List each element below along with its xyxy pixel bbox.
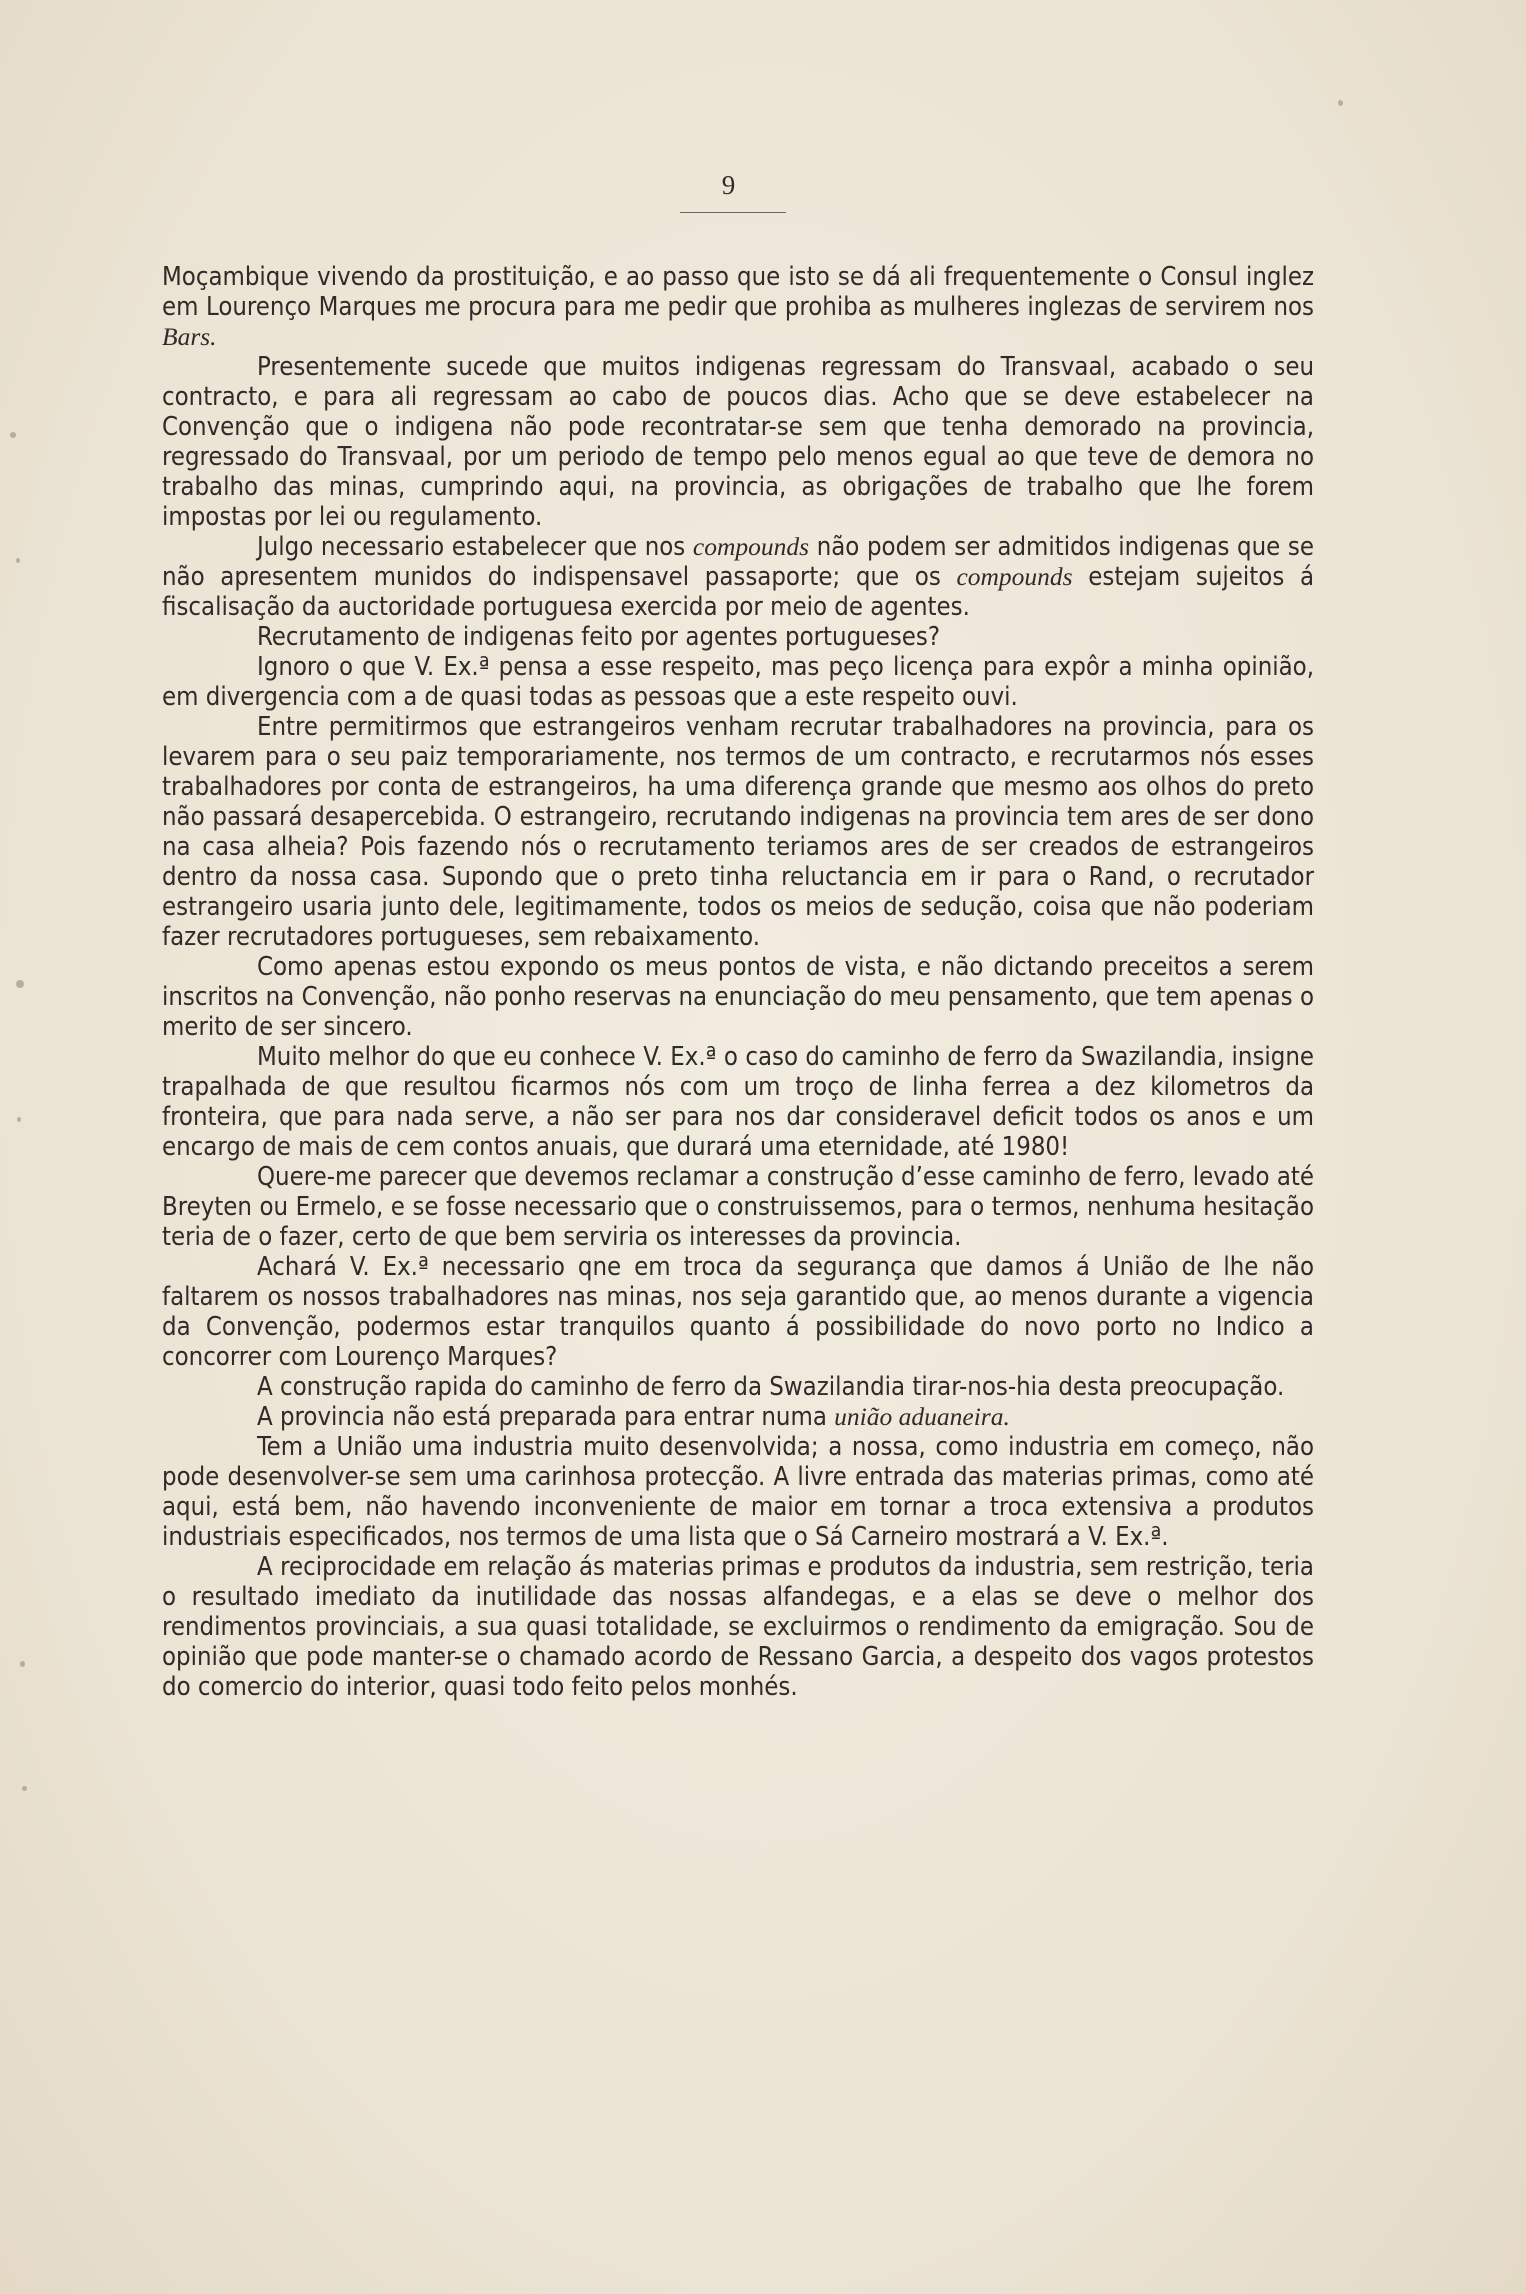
paragraph bbox=[162, 652, 1314, 712]
paragraph-text: Presentemente sucede que muitos indigenas regressam do Transvaal, acabado o seu contracto, e para ali regressam ao cabo de poucos dias. Acho que se deve estabelecer na Convenção que o indigena não pode recontratar-se sem que tenha demorado na provincia, regressado do Transvaal, por um periodo de tempo pelo menos egual ao que teve de demora no trabalho das minas, cumprindo aqui, na provincia, as obrigações de trabalho que lhe forem impostas por lei ou regulamento. bbox=[162, 352, 1314, 532]
page-number: 9 bbox=[721, 170, 737, 200]
paragraph-text: Moçambique vivendo da prostituição, e ao passo que isto se dá ali frequentemente o Consul inglez em Lourenço Marques me procura para me pedir que prohiba as mulheres inglezas de servirem nos bbox=[162, 262, 1314, 322]
paragraph bbox=[162, 352, 1314, 532]
paragraph-text: não podem ser admitidos indigenas que se não apresentem munidos do indispensavel passaporte; que os bbox=[162, 532, 1314, 592]
paragraph bbox=[162, 532, 1314, 622]
paragraph-text: Tem a União uma industria muito desenvolvida; a nossa, como industria em começo, não pode desenvolver-se sem uma carinhosa protecção. A livre entrada das materias primas, como até aqui, está bem, não havendo inconveniente de maior em tornar a troca extensiva a produtos industriais especificados, nos termos de uma lista que o Sá Carneiro mostrará a V. Ex.ª. bbox=[162, 1432, 1314, 1552]
paragraph bbox=[162, 952, 1314, 1042]
italic-term: compounds bbox=[956, 562, 1073, 591]
paragraph-text: Recrutamento de indigenas feito por agentes portugueses? bbox=[257, 622, 941, 652]
paragraph bbox=[162, 1252, 1314, 1372]
paragraph-text: Entre permitirmos que estrangeiros venham recrutar trabalhadores na provincia, para os levarem para o seu paiz temporariamente, nos termos de um contracto, e recrutarmos nós esses trabalhadores por conta de estrangeiros, ha uma diferença grande que mesmo aos olhos do preto não passará desapercebida. O estrangeiro, recrutando indigenas na provincia tem ares de ser dono na casa alheia? Pois fazendo nós o recrutamento teriamos ares de ser creados de estrangeiros dentro da nossa casa. Supondo que o preto tinha reluctancia em ir para o Rand, o recrutador estrangeiro usaria junto dele, legitimamente, todos os meios de sedução, coisa que não poderiam fazer recrutadores portugueses, sem rebaixamento. bbox=[162, 712, 1314, 952]
italic-term: união aduaneira. bbox=[834, 1402, 1010, 1431]
italic-term: compounds bbox=[692, 532, 810, 561]
italic-term: Bars. bbox=[162, 322, 217, 351]
page-number-rule bbox=[680, 212, 786, 213]
paragraph-text: A provincia não está preparada para entrar numa bbox=[257, 1402, 835, 1432]
paragraph-text: A construção rapida do caminho de ferro da Swazilandia tirar-nos-hia desta preocupação. bbox=[257, 1372, 1285, 1402]
paragraph bbox=[162, 1042, 1314, 1162]
paper-speck bbox=[16, 980, 24, 988]
paragraph bbox=[162, 1432, 1314, 1552]
paragraph bbox=[162, 622, 1314, 652]
paragraph-text: estejam sujeitos á fiscalisação da auctoridade portuguesa exercida por meio de agentes. bbox=[162, 562, 1314, 622]
paragraph bbox=[162, 1372, 1314, 1402]
body-text bbox=[162, 262, 1314, 1702]
paragraph-text: Achará V. Ex.ª necessario qne em troca da segurança que damos á União de lhe não faltarem os nossos trabalhadores nas minas, nos seja garantido que, ao menos durante a vigencia da Convenção, podermos estar tranquilos quanto á possibilidade do novo porto no Indico a concorrer com Lourenço Marques? bbox=[162, 1252, 1314, 1372]
paragraph-text: A reciprocidade em relação ás materias primas e produtos da industria, sem restrição, teria o resultado imediato da inutilidade das nossas alfandegas, e a elas se deve o melhor dos rendimentos provinciais, a sua quasi totalidade, se excluirmos o rendimento da emigração. Sou de opinião que pode manter-se o chamado acordo de Ressano Garcia, a despeito dos vagos protestos do comercio do interior, quasi todo feito pelos monhés. bbox=[162, 1552, 1314, 1702]
paper-speck bbox=[20, 1661, 25, 1667]
paragraph bbox=[162, 712, 1314, 952]
paragraph bbox=[162, 1402, 1314, 1432]
paper-speck bbox=[22, 1786, 27, 1791]
paper-speck bbox=[10, 432, 16, 438]
paragraph-text: Ignoro o que V. Ex.ª pensa a esse respeito, mas peço licença para expôr a minha opinião, em divergencia com a de quasi todas as pessoas que a este respeito ouvi. bbox=[162, 652, 1314, 712]
paper-speck bbox=[16, 558, 20, 563]
paragraph-text: Muito melhor do que eu conhece V. Ex.ª o caso do caminho de ferro da Swazilandia, insigne trapalhada de que resultou ficarmos nós com um troço de linha ferrea a dez kilometros da fronteira, que para nada serve, a não ser para nos dar consideravel deficit todos os anos e um encargo de mais de cem contos anuais, que durará uma eternidade, até 1980! bbox=[162, 1042, 1314, 1162]
paper-speck bbox=[17, 1117, 21, 1122]
paper-speck bbox=[1338, 100, 1343, 106]
paragraph bbox=[162, 1162, 1314, 1252]
paragraph bbox=[162, 262, 1314, 352]
paragraph bbox=[162, 1552, 1314, 1702]
paragraph-text: Quere-me parecer que devemos reclamar a construção d’esse caminho de ferro, levado até Breyten ou Ermelo, e se fosse necessario que o construissemos, para o termos, nenhuma hesitação teria de o fazer, certo de que bem serviria os interesses da provincia. bbox=[162, 1162, 1314, 1252]
paragraph-text: Como apenas estou expondo os meus pontos de vista, e não dictando preceitos a serem inscritos na Convenção, não ponho reservas na enunciação do meu pensamento, que tem apenas o merito de ser sincero. bbox=[162, 952, 1314, 1042]
paragraph-text: Julgo necessario estabelecer que nos bbox=[257, 532, 693, 562]
